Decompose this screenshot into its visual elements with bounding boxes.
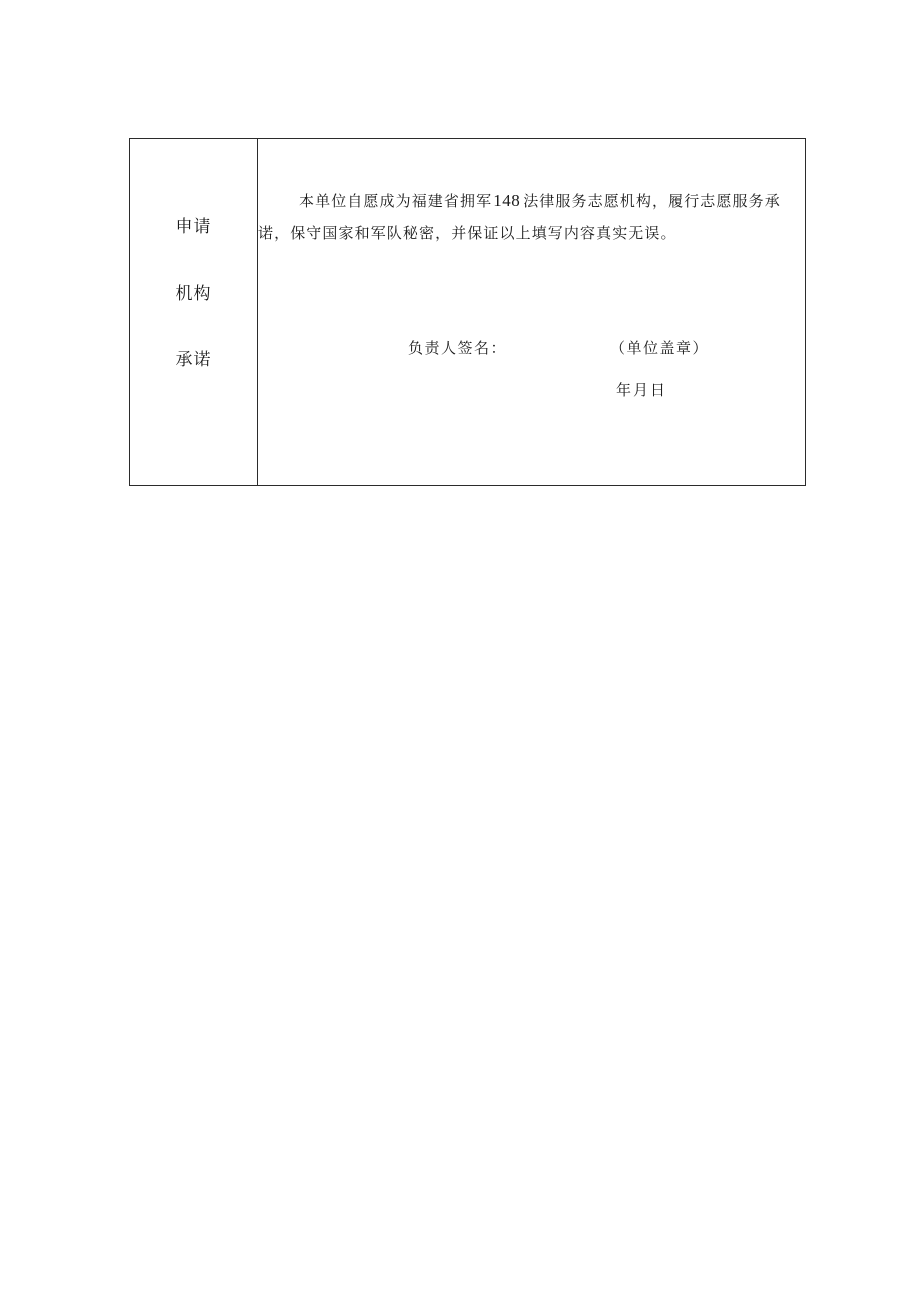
commitment-table — [129, 138, 806, 486]
commitment-statement — [258, 185, 797, 249]
row-label-cell — [130, 139, 258, 485]
date-label: 年月日 — [616, 381, 668, 399]
row-label-line-1: 申请 — [175, 217, 212, 237]
unit-seal-label: （单位盖章） — [610, 339, 710, 357]
commitment-content-cell — [258, 139, 805, 485]
row-label-line-2: 机构 — [175, 284, 212, 304]
hotline-number: 148 — [493, 191, 521, 210]
row-label-line-3: 承诺 — [175, 350, 212, 370]
statement-text-end: 法律服务志愿机构，履行志愿服务承诺，保守国家和军队秘密，并保证以上填写内容真实无误。 — [258, 192, 781, 242]
statement-text-start: 本单位自愿成为福建省拥军 — [299, 192, 493, 210]
signer-signature-label: 负责人签名： — [408, 339, 508, 357]
